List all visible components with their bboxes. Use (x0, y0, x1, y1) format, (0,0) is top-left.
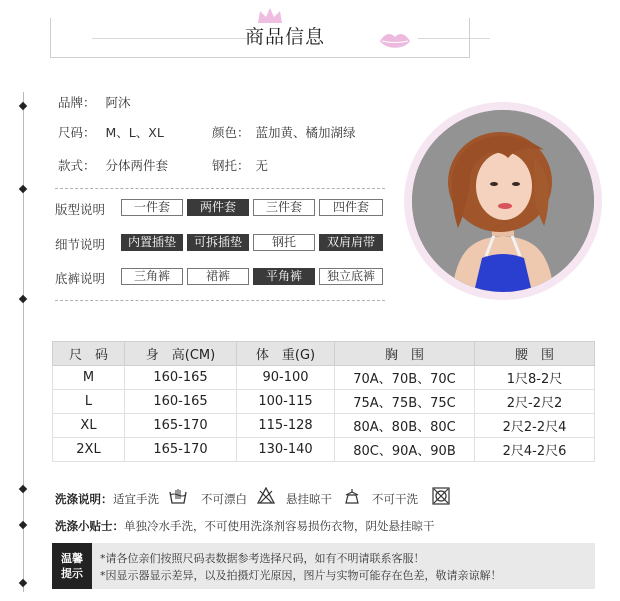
style-row (58, 156, 168, 174)
col-bust: 胸 围 (335, 342, 475, 366)
cell-waist: 2尺-2尺2 (475, 390, 595, 414)
option-skirt-briefs: 裙裤 (187, 268, 249, 285)
col-waist: 腰 围 (475, 342, 595, 366)
style-value: 分体两件套 (105, 158, 169, 173)
style-label: 款式： (58, 158, 96, 173)
wash-text-hand: 适宜手洗 (113, 492, 159, 506)
detail-label: 细节说明 (55, 237, 106, 252)
cell-size: M (53, 366, 125, 390)
size-table (52, 341, 595, 462)
model-photo (412, 110, 594, 292)
cell-height: 165-170 (125, 414, 237, 438)
washing-label: 洗涤说明： (55, 492, 113, 506)
cell-size: XL (53, 414, 125, 438)
wire-row (212, 156, 268, 174)
cell-weight: 130-140 (237, 438, 335, 462)
wire-label: 钢托： (212, 158, 250, 173)
brand-row (58, 93, 131, 111)
wash-text-hang-dry: 悬挂晾干 (286, 492, 332, 506)
brand-value: 阿沐 (105, 95, 131, 110)
option-underwire: 钢托 (253, 234, 315, 251)
notice-line-1: *请各位亲们按照尺码表数据参考选择尺码，如有不明请联系客服！ (100, 552, 425, 565)
washing-tip-text: 单独冷水手洗，不可使用洗涤剂容易损伤衣物，阴处悬挂晾干 (124, 519, 435, 533)
option-boyshorts: 平角裤 (253, 268, 315, 285)
hang-dry-icon (343, 487, 361, 505)
table-row (53, 366, 595, 390)
cell-bust: 70A、70B、70C (335, 366, 475, 390)
washing-row (55, 491, 113, 507)
timeline-marker (19, 102, 27, 110)
table-row (53, 414, 595, 438)
notice-tag-line2: 提示 (61, 567, 83, 580)
wash-text-no-bleach: 不可漂白 (201, 492, 247, 506)
color-row (212, 123, 356, 141)
version-label: 版型说明 (55, 202, 106, 217)
option-removable-pad: 可拆插垫 (187, 234, 249, 251)
option-two-piece: 两件套 (187, 199, 249, 216)
table-row (53, 438, 595, 462)
cell-bust: 80A、80B、80C (335, 414, 475, 438)
brand-label: 品牌： (58, 95, 96, 110)
washing-tip-row (55, 518, 435, 534)
option-three-piece: 三件套 (253, 199, 315, 216)
option-four-piece: 四件套 (319, 199, 383, 216)
cell-height: 165-170 (125, 438, 237, 462)
timeline-marker (19, 295, 27, 303)
color-label: 颜色： (212, 125, 250, 140)
cell-waist: 2尺4-2尺6 (475, 438, 595, 462)
size-label: 尺码： (58, 125, 96, 140)
size-value: M、L、XL (105, 125, 164, 140)
cell-bust: 75A、75B、75C (335, 390, 475, 414)
section-divider (55, 188, 385, 189)
model-illustration (412, 110, 594, 292)
notice-tag-line1: 温馨 (61, 552, 83, 565)
notice-tag (52, 543, 92, 589)
wash-text-no-dry-clean: 不可干洗 (372, 492, 418, 506)
option-briefs: 三角裤 (121, 268, 183, 285)
timeline-marker (19, 521, 27, 529)
cell-weight: 115-128 (237, 414, 335, 438)
timeline-marker (19, 485, 27, 493)
option-separate-briefs: 独立底裤 (319, 268, 383, 285)
table-header-row (53, 342, 595, 366)
option-shoulder-straps: 双肩肩带 (319, 234, 383, 251)
option-built-in-pad: 内置插垫 (121, 234, 183, 251)
size-row (58, 123, 164, 141)
notice-line-2: *因显示器显示差异，以及拍摄灯光原因，图片与实物可能存在色差，敬请亲谅解！ (100, 569, 502, 582)
cell-height: 160-165 (125, 390, 237, 414)
col-height: 身 高(CM) (125, 342, 237, 366)
hand-wash-icon (169, 487, 187, 505)
color-value: 蓝加黄、橘加湖绿 (255, 125, 356, 140)
cell-waist: 1尺8-2尺 (475, 366, 595, 390)
cell-waist: 2尺2-2尺4 (475, 414, 595, 438)
no-dry-clean-icon (432, 487, 450, 505)
cell-size: 2XL (53, 438, 125, 462)
page-title: 商品信息 (244, 26, 325, 48)
col-size: 尺 码 (53, 342, 125, 366)
timeline-marker (19, 185, 27, 193)
option-one-piece: 一件套 (121, 199, 183, 216)
section-divider (55, 300, 385, 301)
cell-bust: 80C、90A、90B (335, 438, 475, 462)
timeline-marker (19, 579, 27, 587)
bottom-label: 底裤说明 (55, 271, 106, 286)
washing-tip-label: 洗涤小贴士： (55, 519, 124, 533)
cell-size: L (53, 390, 125, 414)
table-row (53, 390, 595, 414)
cell-weight: 100-115 (237, 390, 335, 414)
cell-height: 160-165 (125, 366, 237, 390)
col-weight: 体 重(G) (237, 342, 335, 366)
cell-weight: 90-100 (237, 366, 335, 390)
no-bleach-icon (257, 487, 275, 505)
wire-value: 无 (255, 158, 269, 173)
timeline-line (23, 92, 24, 592)
